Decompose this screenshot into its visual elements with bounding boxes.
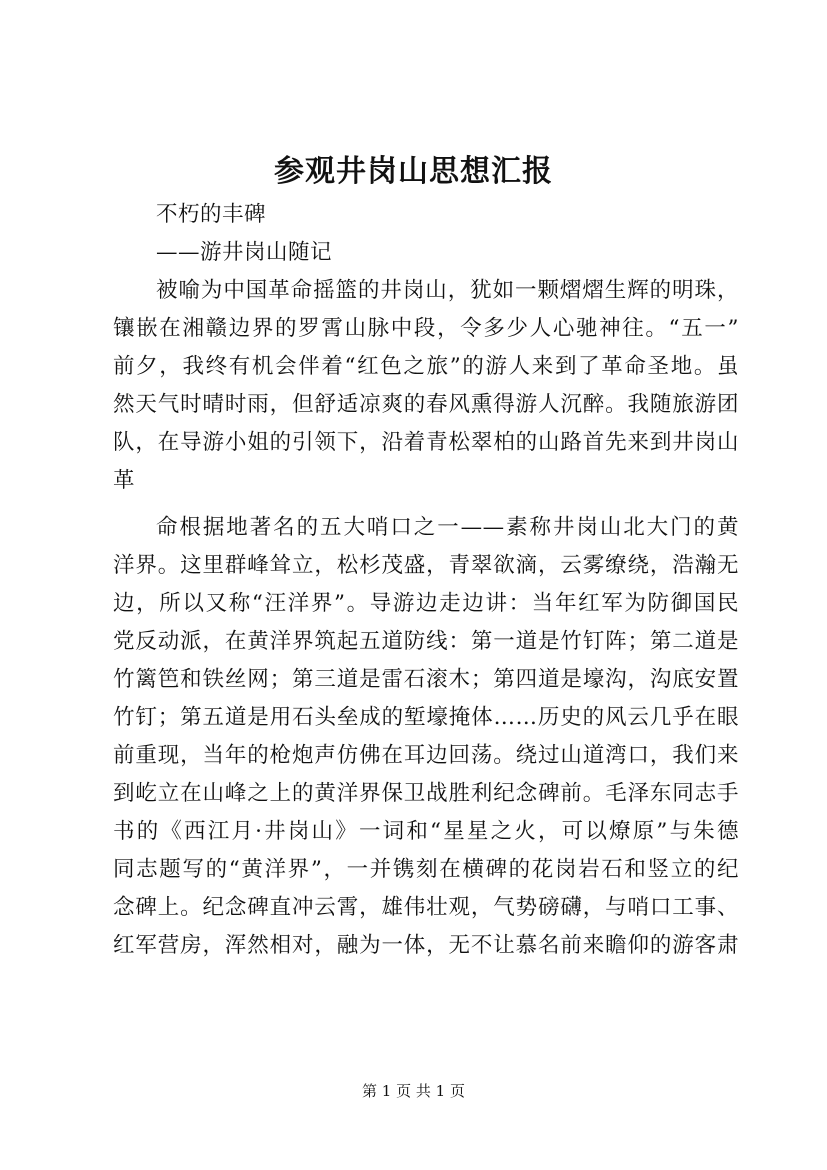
- document-title: 参观井岗山思想汇报: [274, 154, 553, 189]
- paragraph-line: 边，所以又称“汪洋界”。导游边走边讲：当年红军为防御国民: [113, 591, 739, 616]
- paragraph-line: 书的《西江月·井岗山》一词和“星星之火，可以燎原”与朱德: [113, 819, 739, 844]
- subtitle-line: 不朽的丰碑: [156, 202, 267, 227]
- paragraph-line: 革: [113, 468, 136, 493]
- paragraph-line: 命根据地著名的五大哨口之一——素称井岗山北大门的黄: [156, 515, 739, 540]
- paragraph-line: 党反动派，在黄洋界筑起五道防线：第一道是竹钉阵；第二道是: [113, 629, 739, 654]
- paragraph-line: 红军营房，浑然相对，融为一体，无不让慕名前来瞻仰的游客肃: [113, 933, 739, 958]
- paragraph-line: 竹篱笆和铁丝网；第三道是雷石滚木；第四道是壕沟，沟底安置: [113, 667, 739, 692]
- paragraph-line: 前夕，我终有机会伴着“红色之旅”的游人来到了革命圣地。虽: [113, 354, 739, 379]
- document-body: [113, 198, 739, 967]
- paragraph-line: 镶嵌在湘赣边界的罗霄山脉中段，令多少人心驰神往。“五一”: [113, 316, 739, 341]
- subtitle-line: ——游井岗山随记: [156, 240, 333, 265]
- paragraph-line: 洋界。这里群峰耸立，松杉茂盛，青翠欲滴，云雾缭绕，浩瀚无: [113, 553, 739, 578]
- paragraph-line: 到屹立在山峰之上的黄洋界保卫战胜利纪念碑前。毛泽东同志手: [113, 781, 739, 806]
- paragraph-line: 队，在导游小姐的引领下，沿着青松翠柏的山路首先来到井岗山: [113, 430, 739, 455]
- page-footer: 第 1 页 共 1 页: [362, 1082, 465, 1100]
- paragraph-line: 同志题写的“黄洋界”，一并镌刻在横碑的花岗岩石和竖立的纪: [113, 857, 739, 882]
- paragraph-line: 然天气时晴时雨，但舒适凉爽的春风熏得游人沉醉。我随旅游团: [113, 392, 739, 417]
- paragraph-line: 被喻为中国革命摇篮的井岗山，犹如一颗熠熠生辉的明珠，: [156, 278, 739, 303]
- paragraph-line: 念碑上。纪念碑直冲云霄，雄伟壮观，气势磅礴，与哨口工事、: [113, 895, 739, 920]
- paragraph-line: 前重现，当年的枪炮声仿佛在耳边回荡。绕过山道湾口，我们来: [113, 743, 739, 768]
- paragraph-line: 竹钉；第五道是用石头垒成的堑壕掩体……历史的风云几乎在眼: [113, 705, 739, 730]
- paragraph-gap: [113, 502, 739, 511]
